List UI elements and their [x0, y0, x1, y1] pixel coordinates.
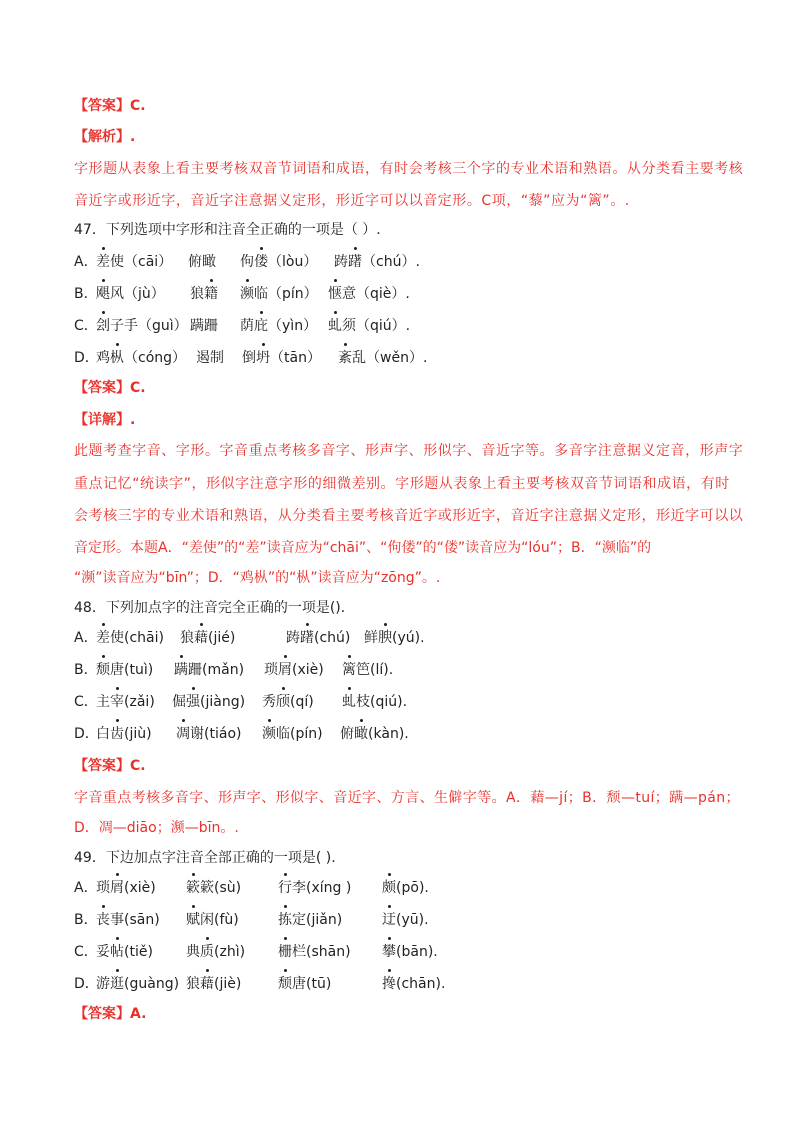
option-word: 凋谢(tiáo)	[176, 726, 242, 742]
option-word: 迂(yū).	[382, 912, 429, 928]
explanation-text-line: 音定形。本题A．“差使”的“差”读音应为“chāi”、“佝偻”的“偻”读音应为“lóu”；B．“濒临”的	[74, 540, 652, 556]
explanation-text-line: 此题考查字音、字形。字音重点考核多音字、形声字、形似字、音近字等。多音字注意据义定音，形声字	[74, 443, 744, 459]
option-word: 狼藉(jié)	[180, 630, 236, 646]
question-48-stem: 48．下列加点字的注音完全正确的一项是().	[74, 600, 346, 616]
explanation-text-line: 会考核三字的专业术语和熟语，从分类看主要考核音近字或形近字，音近字注意据义定形，形近字可以以	[74, 508, 744, 524]
explanation-text-line: 重点记忆“统读字”，形似字注意字形的细微差别。字形题从表象上看主要考核双音节词语和成语，有时	[74, 476, 730, 492]
option-word: 典质(zhì)	[186, 944, 246, 960]
option-word: 蹒跚(mǎn)	[174, 662, 245, 678]
answer-label: 【答案】A.	[74, 1006, 147, 1022]
explanation-text-line: D．凋—diāo；濒—bīn。.	[74, 820, 239, 836]
option-word: 飓风（jù）	[96, 286, 165, 302]
option-word: 俯瞰(kàn).	[340, 726, 409, 742]
option-word: 琐屑(xiè)	[96, 880, 156, 896]
option-word: 虬枝(qiú).	[342, 694, 408, 710]
option-word: 俯瞰	[188, 254, 216, 270]
option-word: 虬须（qiú）.	[328, 318, 411, 334]
option-letter: C．	[74, 944, 98, 960]
option-word: 狼藉(jiè)	[186, 976, 242, 992]
option-word: 惬意（qiè）.	[328, 286, 410, 302]
option-word: 篱笆(lí).	[342, 662, 394, 678]
option-word: 丧事(sān)	[96, 912, 160, 928]
option-letter: D．	[74, 350, 99, 366]
option-word: 濒临(pín)	[262, 726, 323, 742]
option-word: 行李(xíng )	[278, 880, 352, 896]
option-word: 鲜腴(yú).	[364, 630, 425, 646]
answer-label: 【答案】C.	[74, 98, 146, 114]
option-word: 刽子手（guì）	[96, 318, 188, 334]
analysis-text-line: 字形题从表象上看主要考核双音节词语和成语，有时会考核三个字的专业术语和熟语。从分类看主要考核	[74, 161, 744, 177]
explanation-text-line: “濒”读音应为“bīn”；D．“鸡枞”的“枞”读音应为“zōng”。.	[74, 570, 441, 586]
option-word: 妥帖(tiě)	[96, 944, 153, 960]
option-word: 倒坍（tān）	[242, 350, 321, 366]
explanation-text-line: 字音重点考核多音字、形声字、形似字、音近字、方言、生僻字等。A．藉—jí；B．颓—tuí；蹒—pán；	[74, 790, 740, 806]
option-word: 赋闲(fù)	[186, 912, 239, 928]
option-letter: C．	[74, 694, 98, 710]
analysis-label: 【解析】.	[74, 129, 136, 145]
option-letter: D．	[74, 726, 99, 742]
option-letter: B．	[74, 286, 98, 302]
option-letter: D．	[74, 976, 99, 992]
option-word: 遏制	[196, 350, 224, 366]
option-word: 琐屑(xiè)	[264, 662, 324, 678]
option-word: 白齿(jiù)	[96, 726, 152, 742]
option-word: 攀(bān).	[382, 944, 438, 960]
option-word: 簌簌(sù)	[186, 880, 242, 896]
option-word: 紊乱（wěn）.	[338, 350, 428, 366]
option-word: 鸡枞（cóng）	[96, 350, 187, 366]
option-word: 秀颀(qí)	[262, 694, 314, 710]
question-49-stem: 49．下边加点字注音全部正确的一项是( ).	[74, 850, 336, 866]
option-letter: A．	[74, 880, 98, 896]
analysis-text-line: 音近字或形近字，音近字注意据义定形，形近字可以以音定形。C项，“藜”应为“篱”。.	[74, 193, 630, 209]
question-47-stem: 47．下列选项中字形和注音全正确的一项是（ ）.	[74, 222, 381, 238]
option-word: 佝偻（lòu）	[240, 254, 318, 270]
option-word: 倔强(jiàng)	[172, 694, 246, 710]
option-word: 差使(chāi)	[96, 630, 164, 646]
option-word: 颓唐(tū)	[278, 976, 332, 992]
option-word: 狼籍	[190, 286, 218, 302]
option-letter: C．	[74, 318, 98, 334]
option-word: 荫庇（yìn）	[240, 318, 318, 334]
option-word: 颇(pō).	[382, 880, 429, 896]
option-letter: A．	[74, 630, 98, 646]
option-word: 蹒跚	[190, 318, 218, 334]
option-word: 踌躇(chú)	[286, 630, 351, 646]
option-word: 主宰(zǎi)	[96, 694, 155, 710]
option-word: 游逛(guàng)	[96, 976, 180, 992]
option-letter: B．	[74, 662, 98, 678]
explanation-label: 【详解】.	[74, 412, 136, 428]
answer-label: 【答案】C.	[74, 758, 146, 774]
option-word: 颓唐(tuì)	[96, 662, 154, 678]
option-word: 栅栏(shān)	[278, 944, 351, 960]
option-word: 踌躇（chú）.	[334, 254, 420, 270]
answer-label: 【答案】C.	[74, 380, 146, 396]
option-letter: A．	[74, 254, 98, 270]
option-word: 搀(chān).	[382, 976, 446, 992]
option-word: 差使（cāi）	[96, 254, 173, 270]
option-word: 拣定(jiǎn)	[278, 912, 343, 928]
option-letter: B．	[74, 912, 98, 928]
option-word: 濒临（pín）	[240, 286, 318, 302]
